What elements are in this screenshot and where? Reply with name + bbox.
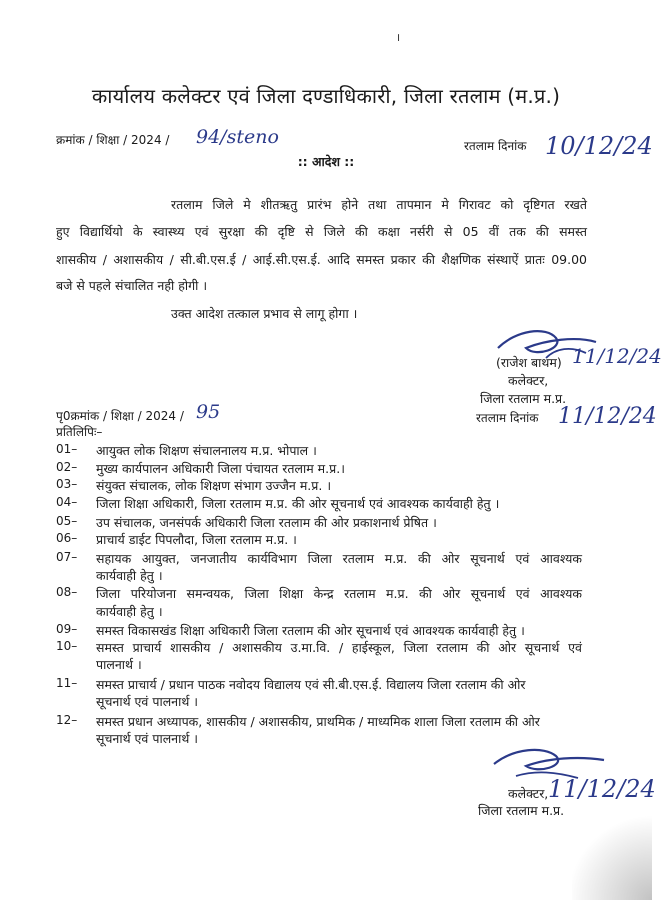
district-1: जिला रतलाम म.प्र.	[480, 391, 567, 406]
recipient-text: जिला शिक्षा अधिकारी, जिला रतलाम म.प्र. की ओर सूचनार्थ एवं आवश्यक कार्यवाही हेतु ।	[96, 496, 500, 511]
reference-number-handwritten: 94/steno	[196, 126, 279, 148]
recipient-text: समस्त प्राचार्य / प्रधान पाठक नवोदय विद्यालय एवं सी.बी.एस.ई. विद्यालय जिला रतलाम की ओर	[96, 677, 526, 692]
signature-1-date: 11/12/24	[572, 344, 662, 368]
recipient-number: 11–	[56, 676, 78, 690]
recipient-text-continued: कार्यवाही हेतु ।	[96, 568, 163, 583]
recipient-number: 06–	[56, 531, 78, 545]
scan-shadow	[572, 810, 652, 900]
order-line-3: शासकीय / अशासकीय / सी.बी.एस.ई / आई.सी.एस.ई. आदि समस्त प्रकार की शैक्षणिक संस्थाऐं प्रातः 09.00	[56, 252, 587, 267]
endorsement-date-label: रतलाम दिनांक	[476, 411, 539, 425]
recipient-text: मुख्य कार्यपालन अधिकारी जिला पंचायत रतलाम म.प्र.।	[96, 461, 345, 476]
order-title: :: आदेश ::	[297, 154, 355, 169]
endorsement-number-label: पृ0क्रमांक / शिक्षा / 2024 /	[56, 409, 184, 423]
recipient-number: 01–	[56, 442, 78, 456]
recipient-number: 08–	[56, 585, 78, 599]
collector-name: (राजेश बाथम)	[496, 355, 562, 370]
recipient-text-continued: सूचनार्थ एवं पालनार्थ ।	[96, 694, 199, 709]
order-line-1: रतलाम जिले मे शीतऋतु प्रारंभ होने तथा तापमान मे गिरावट को दृष्टिगत रखते	[171, 197, 587, 212]
recipient-text-continued: सूचनार्थ एवं पालनार्थ ।	[96, 731, 199, 746]
endorsement-number-handwritten: 95	[196, 401, 221, 423]
recipient-text: प्राचार्य डाईट पिपलौदा, जिला रतलाम म.प्र. ।	[96, 532, 297, 547]
recipient-number: 12–	[56, 713, 78, 727]
order-line-5: उक्त आदेश तत्काल प्रभाव से लागू होगा ।	[171, 306, 358, 321]
collector-designation-1: कलेक्टर,	[508, 373, 549, 388]
recipient-text-continued: पालनार्थ ।	[96, 657, 142, 672]
recipient-text: सहायक आयुक्त, जनजातीय कार्यविभाग जिला रतलाम म.प्र. की ओर सूचनार्थ एवं आवश्यक	[96, 551, 582, 566]
order-line-2: हुए विद्यार्थियो के स्वास्थ्य एवं सुरक्षा की दृष्टि से जिले की कक्षा नर्सरी से 05 वीं तक की समस्त	[56, 224, 587, 239]
order-line-4: बजे से पहले संचालित नही होगी ।	[56, 278, 208, 293]
recipient-number: 07–	[56, 550, 78, 564]
date-handwritten: 10/12/24	[545, 132, 653, 160]
recipient-number: 04–	[56, 495, 78, 509]
recipient-text: संयुक्त संचालक, लोक शिक्षण संभाग उज्जैन म.प्र. ।	[96, 478, 332, 493]
collector-designation-2: कलेक्टर,	[508, 786, 549, 801]
recipient-number: 03–	[56, 477, 78, 491]
signature-2-date: 11/12/24	[548, 775, 656, 803]
office-heading: कार्यालय कलेक्टर एवं जिला दण्डाधिकारी, जिला रतलाम (म.प्र.)	[91, 84, 561, 108]
reference-number-label: क्रमांक / शिक्षा / 2024 /	[56, 133, 170, 147]
recipient-number: 09–	[56, 622, 78, 636]
page-mark: ।	[396, 31, 401, 44]
recipient-text: समस्त प्राचार्य शासकीय / अशासकीय उ.मा.वि. / हाईस्कूल, जिला रतलाम की ओर सूचनार्थ एवं	[96, 640, 582, 655]
recipient-text: जिला परियोजना समन्वयक, जिला शिक्षा केन्द्र रतलाम म.प्र. की ओर सूचनार्थ एवं आवश्यक	[96, 586, 582, 601]
recipient-number: 05–	[56, 514, 78, 528]
date-label: रतलाम दिनांक	[464, 139, 527, 153]
recipient-number: 10–	[56, 639, 78, 653]
recipient-text: उप संचालक, जनसंपर्क अधिकारी जिला रतलाम की ओर प्रकाशनार्थ प्रेषित ।	[96, 515, 437, 530]
endorsement-date-handwritten: 11/12/24	[558, 404, 657, 429]
recipient-text: आयुक्त लोक शिक्षण संचालनालय म.प्र. भोपाल ।	[96, 443, 317, 458]
recipient-text: समस्त प्रधान अध्यापक, शासकीय / अशासकीय, प्राथमिक / माध्यमिक शाला जिला रतलाम की ओर	[96, 714, 540, 729]
district-2: जिला रतलाम म.प्र.	[478, 803, 565, 818]
recipient-text: समस्त विकासखंड शिक्षा अधिकारी जिला रतलाम की ओर सूचनार्थ एवं आवश्यक कार्यवाही हेतु ।	[96, 623, 525, 638]
recipient-number: 02–	[56, 460, 78, 474]
copy-to-label: प्रतिलिपिः–	[56, 425, 103, 439]
recipient-text-continued: कार्यवाही हेतु ।	[96, 604, 163, 619]
